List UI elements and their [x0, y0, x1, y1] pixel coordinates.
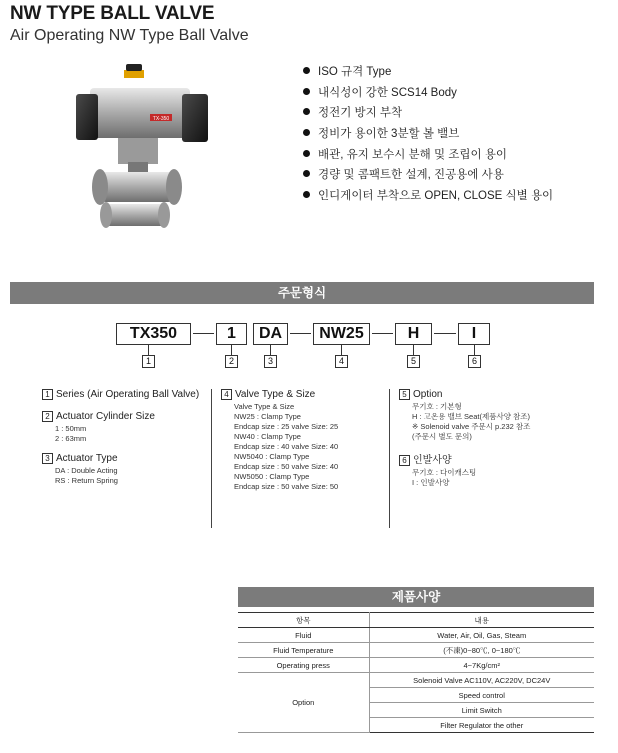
table-cell: 4~7Kg/cm² — [369, 658, 594, 673]
feature-item: 정비가 용이한 3분할 볼 밸브 — [303, 124, 553, 145]
spec-item: 1 : 50mm — [55, 424, 87, 433]
code-number-3: 3 — [264, 355, 277, 368]
spec-heading-valve: 4 Valve Type & Size — [221, 389, 338, 400]
spec-item: NW40 : Clamp Type — [234, 432, 301, 441]
table-cell: Speed control — [369, 688, 594, 703]
spec-item: Endcap size : 25 valve Size: 25 — [234, 422, 339, 431]
spec-item: H : 고온용 밸브 Seat(제품사양 참조) — [412, 412, 531, 421]
table-cell: Solenoid Valve AC110V, AC220V, DC24V — [369, 673, 594, 688]
spec-heading-drawn: 6 인발사양 — [399, 451, 530, 466]
page-subtitle: Air Operating NW Type Ball Valve — [10, 27, 249, 44]
page-title: NW TYPE BALL VALVE — [10, 3, 215, 24]
spec-heading-actuator: 3 Actuator Type — [42, 453, 199, 464]
table-row — [238, 673, 594, 688]
feature-item: ISO 규격 Type — [303, 62, 553, 83]
code-drawn-spec: I — [458, 323, 490, 345]
code-number-6: 6 — [468, 355, 481, 368]
product-label: TX-350 — [152, 116, 170, 122]
table-cell: Fluid Temperature — [238, 643, 369, 658]
spec-item: NW25 : Clamp Type — [234, 412, 301, 421]
table-cell: Fluid — [238, 628, 369, 643]
table-cell: Water, Air, Oil, Gas, Steam — [369, 628, 594, 643]
bullet-icon — [303, 88, 310, 95]
spec-item: ※ Solenoid valve 주문시 p.232 참조 — [412, 422, 531, 431]
spec-item: NW5040 : Clamp Type — [234, 452, 310, 461]
code-connector — [413, 345, 414, 355]
column-header: 내용 — [369, 613, 594, 628]
code-number-2: 2 — [225, 355, 238, 368]
bullet-icon — [303, 129, 310, 136]
spec-item: Endcap size : 50 valve Size: 40 — [234, 462, 339, 471]
spec-heading-option: 5 Option — [399, 389, 530, 400]
spec-item: 2 : 63mm — [55, 434, 87, 443]
ball-valve-image — [66, 64, 216, 244]
feature-list — [303, 62, 553, 207]
feature-item: 배관, 유지 보수시 분해 및 조립이 용이 — [303, 145, 553, 166]
table-cell: Limit Switch — [369, 703, 594, 718]
spec-heading-series: 1 Series (Air Operating Ball Valve) — [42, 389, 199, 400]
code-option: H — [395, 323, 432, 345]
code-valve-size: NW25 — [313, 323, 370, 345]
bullet-icon — [303, 170, 310, 177]
table-row — [238, 658, 594, 673]
bullet-icon — [303, 67, 310, 74]
table-cell: Filter Regulator the other — [369, 718, 594, 733]
bullet-icon — [303, 150, 310, 157]
spec-item: Endcap size : 40 valve Size: 40 — [234, 442, 339, 451]
table-header-row — [238, 613, 594, 628]
spec-item: Endcap size : 50 valve Size: 50 — [234, 482, 339, 491]
code-connector — [474, 345, 475, 355]
spec-item: DA : Double Acting — [55, 466, 118, 475]
bullet-icon — [303, 108, 310, 115]
feature-item: 경량 및 콤팩트한 설계, 진공용에 사용 — [303, 165, 553, 186]
code-number-5: 5 — [407, 355, 420, 368]
spec-item: RS : Return Spring — [55, 476, 118, 485]
code-connector — [148, 345, 149, 355]
code-number-4: 4 — [335, 355, 348, 368]
code-separator — [193, 333, 214, 334]
bullet-icon — [303, 191, 310, 198]
spec-column-3 — [399, 389, 530, 488]
feature-item: 내식성이 강한 SCS14 Body — [303, 83, 553, 104]
column-divider — [211, 389, 212, 528]
spec-item: Valve Type & Size — [234, 402, 295, 411]
feature-item: 인디게이터 부착으로 OPEN, CLOSE 식별 용이 — [303, 186, 553, 207]
code-number-1: 1 — [142, 355, 155, 368]
spec-table-header: 제품사양 — [238, 587, 594, 607]
code-connector — [270, 345, 271, 355]
code-actuator-type: DA — [253, 323, 288, 345]
feature-item: 정전기 방지 부착 — [303, 103, 553, 124]
spec-item: 무기호 : 기본형 — [412, 402, 462, 411]
code-separator — [290, 333, 311, 334]
code-connector — [231, 345, 232, 355]
ordering-section-header: 주문형식 — [10, 282, 594, 304]
code-cylinder-size: 1 — [216, 323, 247, 345]
table-row — [238, 628, 594, 643]
spec-item: NW5050 : Clamp Type — [234, 472, 310, 481]
table-cell: Operating press — [238, 658, 369, 673]
spec-item: (주문시 별도 문의) — [412, 432, 472, 441]
spec-table — [238, 612, 594, 733]
spec-item: 무기호 : 다이캐스팅 — [412, 468, 477, 477]
table-cell: Option — [238, 673, 369, 733]
column-divider — [389, 389, 390, 528]
spec-item: I : 인발사양 — [412, 478, 450, 487]
code-separator — [434, 333, 456, 334]
spec-heading-cylinder: 2 Actuator Cylinder Size — [42, 411, 199, 422]
column-header: 항목 — [238, 613, 369, 628]
table-cell: (不凍)0~80℃, 0~180℃ — [369, 643, 594, 658]
spec-column-2 — [221, 389, 338, 492]
code-separator — [372, 333, 393, 334]
table-row — [238, 643, 594, 658]
code-connector — [341, 345, 342, 355]
spec-column-1 — [42, 389, 199, 486]
code-series: TX350 — [116, 323, 191, 345]
